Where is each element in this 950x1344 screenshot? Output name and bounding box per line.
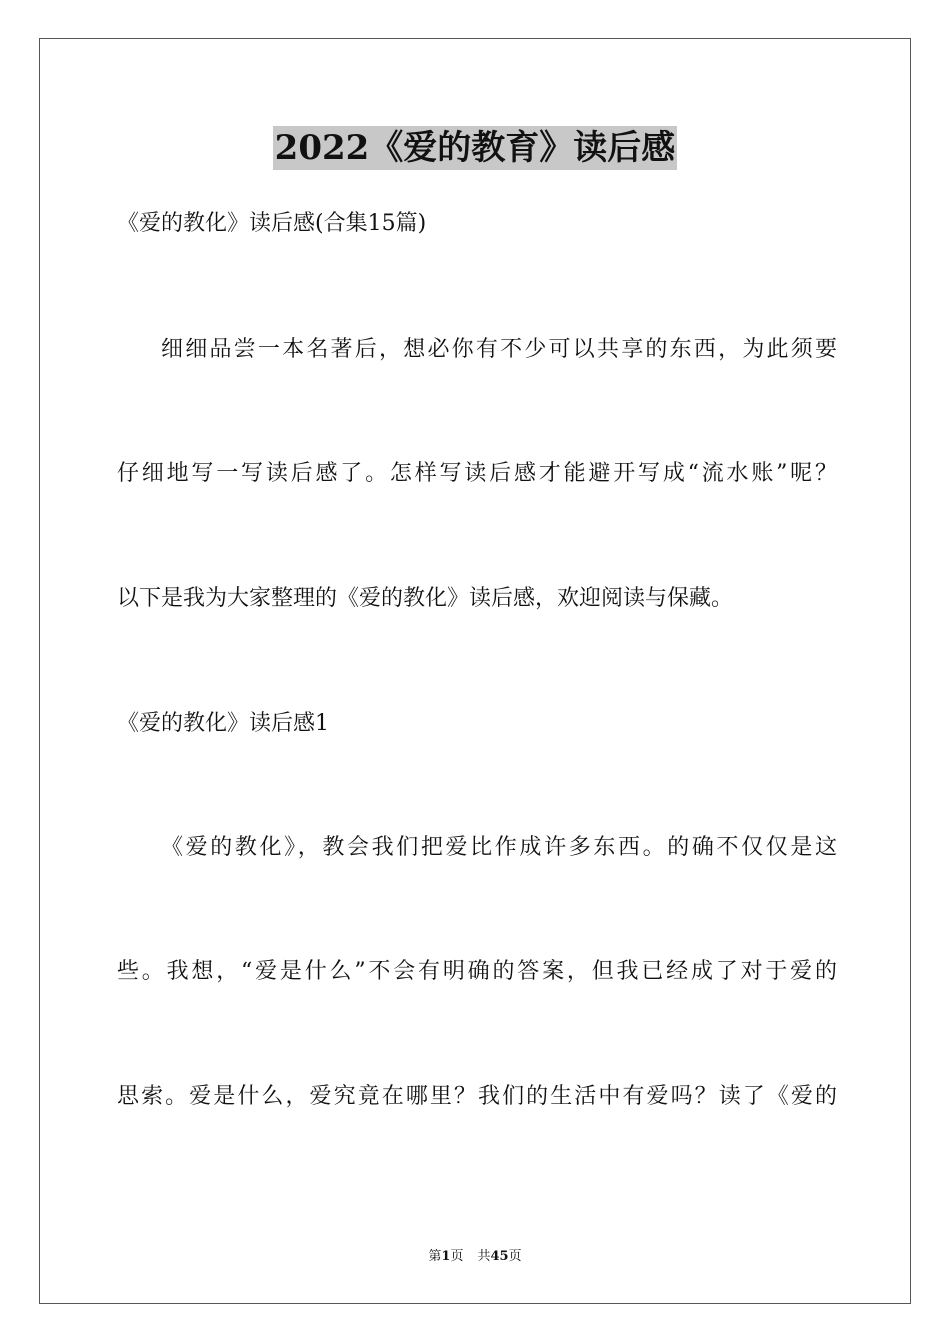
page-prefix: 第 (428, 1249, 442, 1264)
paragraph-2-line-3: 思索。爱是什么，爱究竟在哪里？我们的生活中有爱吗？读了《爱的 (117, 1084, 837, 1109)
page-footer (0, 1247, 950, 1267)
paragraph-2-line-2: 些。我想，“爱是什么”不会有明确的答案，但我已经成了对于爱的 (117, 959, 837, 984)
paragraph-1-line-3: 以下是我为大家整理的《爱的教化》读后感，欢迎阅读与保藏。 (117, 586, 734, 611)
total-suffix: 页 (508, 1249, 522, 1264)
page-number: 1 (441, 1249, 451, 1264)
paragraph-2-line-1: 《爱的教化》，教会我们把爱比作成许多东西。的确不仅仅是这 (161, 835, 837, 860)
paragraph-1-line-2: 仔细地写一写读后感了。怎样写读后感才能避开写成“流水账”呢？ (117, 461, 837, 486)
total-pages: 45 (490, 1249, 509, 1264)
section-heading: 《爱的教化》读后感1 (117, 711, 329, 736)
title-container (0, 126, 950, 170)
total-prefix: 共 (477, 1249, 491, 1264)
document-subtitle: 《爱的教化》读后感(合集15篇) (117, 211, 427, 236)
page-suffix: 页 (450, 1249, 464, 1264)
paragraph-1-line-1: 细细品尝一本名著后，想必你有不少可以共享的东西，为此须要 (161, 337, 837, 362)
document-title: 2022《爱的教育》读后感 (274, 128, 676, 168)
